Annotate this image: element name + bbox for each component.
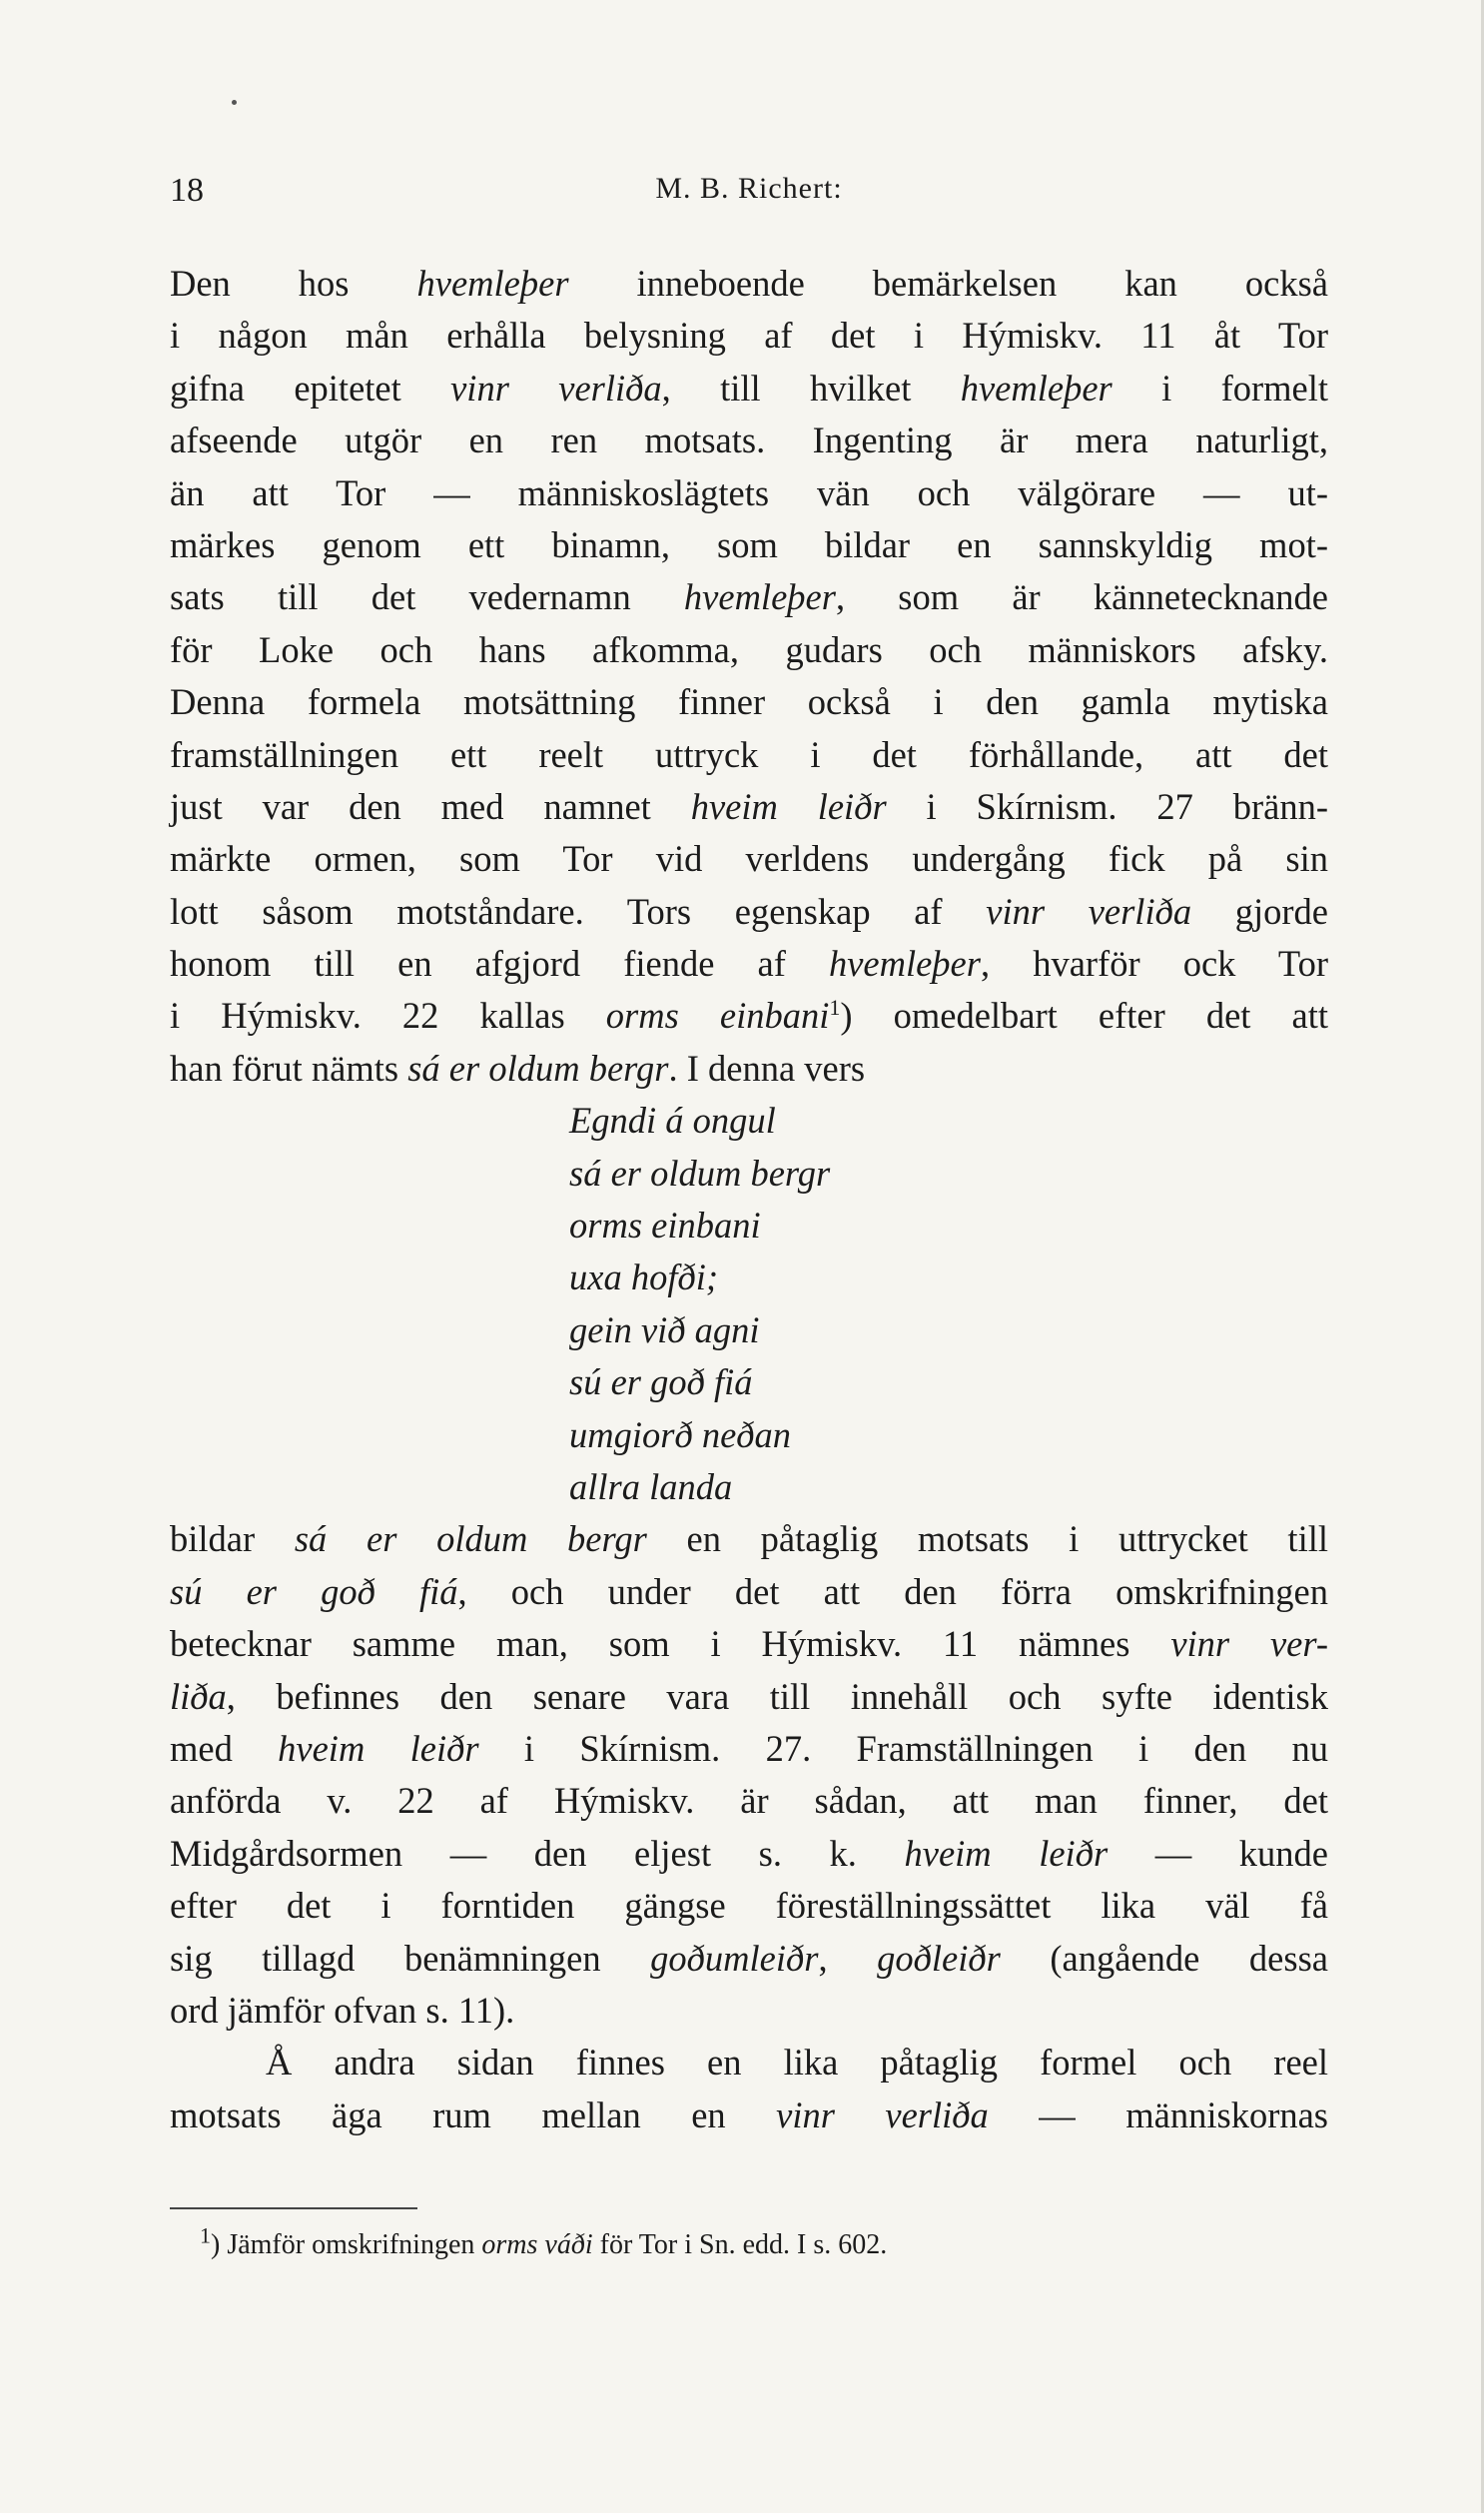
text-line: sats till det vedernamn hvemleþer, som är kännetecknande (170, 576, 1328, 618)
verse-line: umgiorð neðan (569, 1413, 792, 1455)
text-line: anförda v. 22 af Hýmiskv. är sådan, att man finner, det (170, 1780, 1328, 1822)
text-line: just var den med namnet hveim leiðr i Skírnism. 27 bränn- (170, 785, 1329, 827)
text-line: framställningen ett reelt uttryck i det förhållande, att det (170, 733, 1328, 775)
verse-line: gein við agni (569, 1308, 760, 1350)
text-line: i någon mån erhålla belysning af det i Hýmiskv. 11 åt Tor (170, 315, 1328, 357)
text-line: lott såsom motståndare. Tors egenskap af vinr verliða gjorde (170, 890, 1328, 932)
verse-line: orms einbani (569, 1205, 761, 1247)
verse-line: sú er goð fiá (569, 1361, 753, 1403)
text-line: honom till en afgjord fiende af hvemleþer, hvarför ock Tor (170, 943, 1328, 985)
text-line: märkte ormen, som Tor vid verldens undergång fick på sin (170, 838, 1328, 880)
text-line: afseende utgör en ren motsats. Ingenting är mera naturligt, (170, 419, 1328, 461)
text-line: ord jämför ofvan s. 11). (170, 1989, 515, 2031)
footnote: $^1$) Jämför omskrifningen orms váði för Tor i Sn. edd. I s. 602. (200, 2222, 888, 2260)
text-line: sú er goð fiá, och under det att den förra omskrifningen (170, 1570, 1328, 1612)
text-line: liða, befinnes den senare vara till innehåll och syfte identisk (170, 1675, 1328, 1717)
text-line: betecknar samme man, som i Hýmiskv. 11 nämnes vinr ver- (170, 1623, 1328, 1665)
verse-line: allra landa (569, 1465, 733, 1507)
text-line: gifna epitetet vinr verliða, till hvilket hvemleþer i formelt (170, 367, 1329, 409)
footnote-ref: 1 (829, 995, 841, 1021)
verse-line: Egndi á ongul (569, 1100, 776, 1142)
main-text (170, 258, 1328, 2141)
text-line: Denna formela motsättning finner också i den gamla mytiska (170, 681, 1328, 723)
text-line: efter det i forntiden gängse föreställningssättet lika väl få (170, 1885, 1328, 1927)
text-line: märkes genom ett binamn, som bildar en sannskyldig mot- (170, 523, 1328, 565)
page-header (170, 172, 1328, 220)
text-line: Midgårdsormen — den eljest s. k. hveim leiðr — kunde (170, 1832, 1328, 1874)
verse-line: sá er oldum bergr (569, 1152, 831, 1194)
verse-line: uxa hofði; (569, 1256, 719, 1298)
text-line: för Loke och hans afkomma, gudars och människors afsky. (170, 628, 1328, 670)
text-line: med hveim leiðr i Skírnism. 27. Framställningen i den nu (170, 1727, 1329, 1769)
text-line: Å andra sidan finnes en lika påtaglig formel och reel (266, 2042, 1328, 2084)
text-line: än att Tor — människoslägtets vän och välgörare — ut- (170, 471, 1328, 513)
footnote-marker: 1 (200, 2222, 211, 2248)
text-line: Den hos hvemleþer inneboende bemärkelsen kan också (170, 263, 1329, 304)
text-line: motsats äga rum mellan en vinr verliða — människornas (170, 2094, 1329, 2135)
page-number: 18 (170, 172, 204, 209)
text-line: i Hýmiskv. 22 kallas orms einbani$^1$) omedelbart efter det att (170, 995, 1328, 1037)
page-speck (232, 100, 237, 105)
text-line: sig tillagd benämningen goðumleiðr, goðleiðr (angående dessa (170, 1937, 1328, 1979)
text-line: bildar sá er oldum bergr en påtaglig motsats i uttrycket till (170, 1518, 1328, 1560)
running-head: M. B. Richert: (655, 172, 843, 205)
text-line: han förut nämts sá er oldum bergr. I denna vers (170, 1047, 866, 1089)
footnote-rule (170, 2207, 417, 2209)
